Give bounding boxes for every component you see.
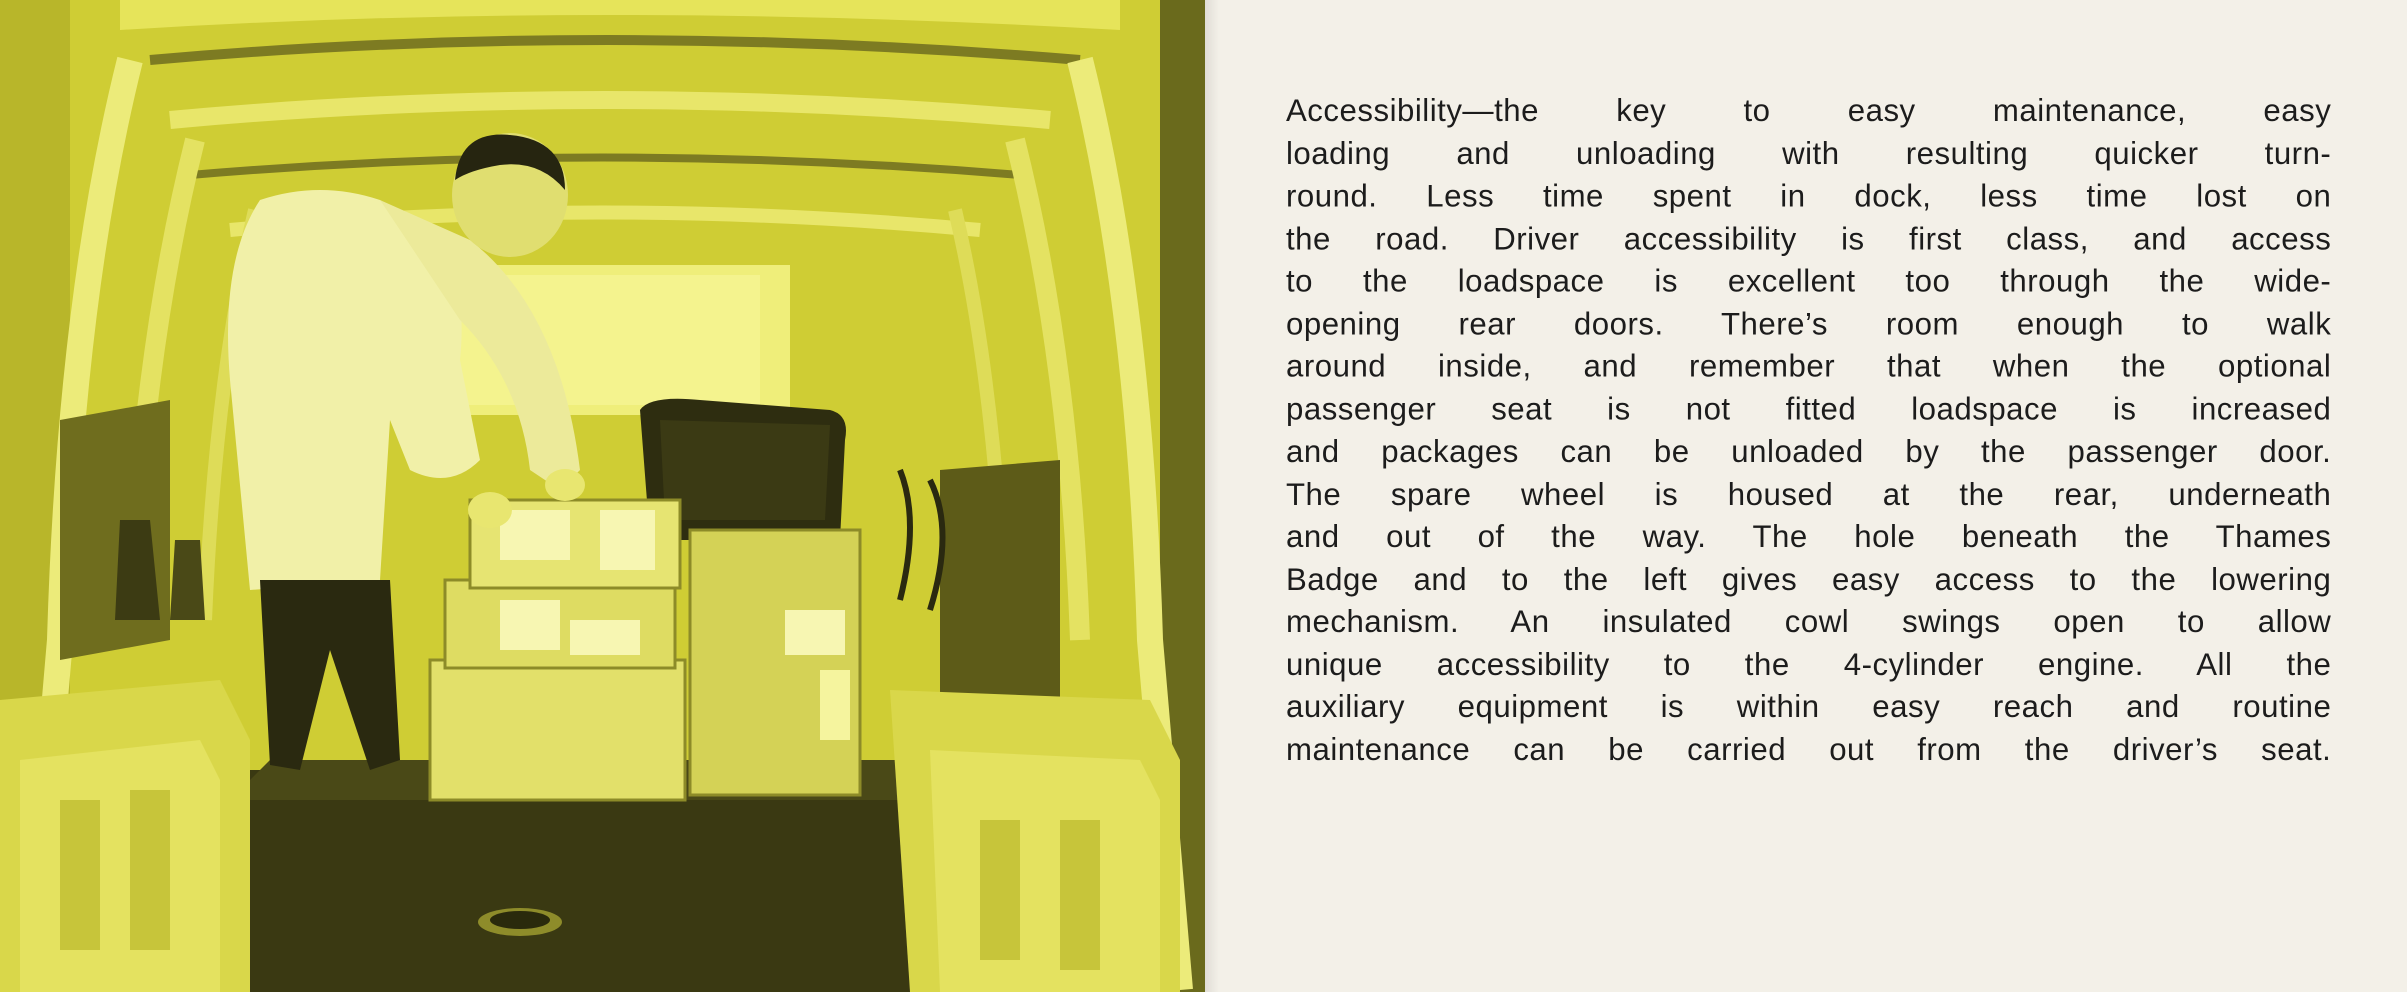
paragraph-line: and packages can be unloaded by the passenger door.: [1286, 433, 2332, 469]
page-fold-shadow: [1205, 0, 1219, 992]
paragraph-line: mechanism. An insulated cowl swings open to allow: [1286, 604, 2332, 639]
paragraph-line: and out of the way. The hole beneath the Thames: [1286, 519, 2332, 554]
paragraph-line: unique accessibility to the 4-cylinder engine. All the: [1286, 646, 2332, 682]
paragraph-line: passenger seat is not fitted loadspace is increased: [1286, 391, 2332, 426]
paragraph-line: the road. Driver accessibility is first class, and access: [1286, 221, 2332, 256]
paragraph-line: to the loadspace is excellent too through the wide-: [1286, 263, 2332, 299]
paragraph-line: around inside, and remember that when the optional: [1286, 348, 2332, 384]
paragraph-line: The spare wheel is housed at the rear, underneath: [1286, 476, 2332, 512]
paragraph-line: auxiliary equipment is within easy reach and routine: [1286, 689, 2332, 724]
paragraph-line: Badge and to the left gives easy access to the lowering: [1286, 561, 2332, 597]
paragraph-line: round. Less time spent in dock, less time lost on: [1286, 178, 2332, 214]
paragraph-line: loading and unloading with resulting quicker turn-: [1286, 135, 2332, 171]
paragraph-line: maintenance can be carried out from the driver’s seat.: [1286, 731, 2332, 767]
paragraph-line: opening rear doors. There’s room enough to walk: [1286, 306, 2332, 341]
body-paragraph: [1286, 90, 2331, 771]
text-panel: [1205, 0, 2407, 992]
paragraph-line: Accessibility—the key to easy maintenance, easy: [1286, 93, 2332, 128]
